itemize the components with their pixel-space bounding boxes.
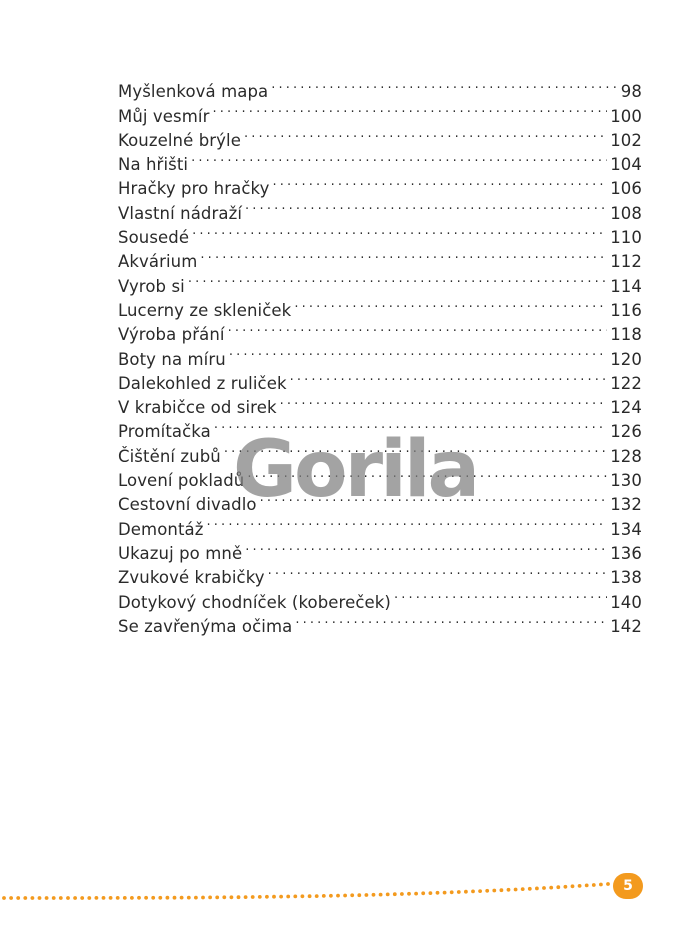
footer-dot [180, 896, 184, 900]
footer-dot [308, 894, 312, 898]
footer-dot [429, 891, 433, 895]
footer-dot [286, 895, 290, 899]
footer-dotted-line [0, 870, 620, 904]
footer-dot [194, 896, 198, 900]
footer-dot [421, 891, 425, 895]
toc-entry-page: 138 [610, 568, 642, 588]
footer-dot [293, 895, 297, 899]
toc-entry-title: Dalekohled z ruliček [118, 373, 287, 393]
toc-entry[interactable] [118, 267, 642, 296]
toc-entry-title: Čištění zubů [118, 446, 221, 466]
footer-dot [450, 890, 454, 894]
footer-dot [166, 896, 170, 900]
footer-dot [528, 887, 532, 891]
table-of-contents [118, 73, 642, 636]
footer-dot [414, 892, 418, 896]
toc-entry-page: 120 [610, 349, 642, 369]
footer-dot [59, 896, 63, 900]
footer-dot [521, 887, 525, 891]
footer-dot [130, 896, 134, 900]
toc-entry-page: 136 [610, 543, 642, 563]
dot-leader [212, 97, 607, 121]
dot-leader [192, 219, 607, 243]
toc-entry-title: Lucerny ze skleniček [118, 300, 292, 320]
toc-entry-page: 126 [610, 422, 642, 442]
toc-entry[interactable] [118, 219, 642, 248]
footer-dot [301, 894, 305, 898]
footer-dot [535, 887, 539, 891]
dot-leader [214, 413, 607, 437]
toc-entry-title: V krabičce od sirek [118, 398, 277, 418]
footer-dot [173, 896, 177, 900]
footer-dot [606, 882, 610, 886]
toc-entry-title: Zvukové krabičky [118, 568, 265, 588]
toc-entry-page: 102 [610, 130, 642, 150]
footer-dot [350, 893, 354, 897]
dot-leader [268, 559, 608, 583]
footer-dot [258, 895, 262, 899]
footer-dot [443, 891, 447, 895]
footer-dot [244, 895, 248, 899]
dot-leader [260, 486, 608, 510]
footer-dot [457, 890, 461, 894]
dot-leader [290, 365, 608, 389]
toc-entry-title: Lovení pokladů [118, 471, 245, 491]
toc-entry-page: 98 [620, 82, 642, 102]
toc-entry-title: Hračky pro hračky [118, 179, 270, 199]
toc-entry-page: 106 [610, 179, 642, 199]
toc-entry-title: Vyrob si [118, 276, 185, 296]
footer-dot [123, 896, 127, 900]
toc-entry-page: 104 [610, 155, 642, 175]
footer-dot [372, 893, 376, 897]
footer-dot [478, 889, 482, 893]
toc-entry-page: 128 [610, 446, 642, 466]
dot-leader [207, 510, 608, 534]
footer-dot [187, 896, 191, 900]
dot-leader [294, 292, 607, 316]
footer-dot [315, 894, 319, 898]
toc-entry-page: 118 [610, 325, 642, 345]
footer-dot [222, 895, 226, 899]
toc-entry-title: Se zavřenýma očima [118, 616, 293, 636]
footer-dot [485, 889, 489, 893]
footer-dot [464, 890, 468, 894]
toc-entry-title: Promítačka [118, 422, 211, 442]
footer-dot [80, 896, 84, 900]
footer-dot [336, 894, 340, 898]
footer-dot [116, 896, 120, 900]
footer-dot [151, 896, 155, 900]
footer-dot [436, 891, 440, 895]
toc-entry-title: Vlastní nádraží [118, 203, 243, 223]
footer-dot [237, 895, 241, 899]
footer-dot [144, 896, 148, 900]
footer-dot [556, 885, 560, 889]
toc-entry-page: 108 [610, 203, 642, 223]
footer-dot [379, 893, 383, 897]
footer-dot [9, 896, 13, 900]
toc-entry[interactable] [118, 73, 642, 102]
toc-entry-page: 124 [610, 398, 642, 418]
footer-dot [592, 883, 596, 887]
toc-entry-title: Ukazuj po mně [118, 543, 243, 563]
footer-dot [585, 884, 589, 888]
footer-dot [201, 896, 205, 900]
dot-leader [244, 122, 607, 146]
footer-dot [329, 894, 333, 898]
dot-leader [245, 535, 607, 559]
footer-dot [571, 884, 575, 888]
footer-dot [87, 896, 91, 900]
footer-dot [514, 888, 518, 892]
footer-dot [272, 895, 276, 899]
dot-leader [200, 243, 607, 267]
toc-entry-title: Cestovní divadlo [118, 495, 257, 515]
toc-entry-page: 142 [610, 616, 642, 636]
footer-dot [393, 892, 397, 896]
footer-dot [2, 896, 6, 900]
toc-entry-page: 110 [610, 228, 642, 248]
footer-dot [365, 893, 369, 897]
toc-entry-page: 134 [610, 519, 642, 539]
dot-leader [394, 583, 607, 607]
dot-leader [224, 437, 607, 461]
footer-dot [492, 889, 496, 893]
toc-entry-title: Na hřišti [118, 155, 189, 175]
footer-dot [386, 893, 390, 897]
page-number-badge: 5 [613, 873, 643, 899]
toc-entry-page: 122 [610, 373, 642, 393]
toc-entry-title: Akvárium [118, 252, 198, 272]
footer-dot [158, 896, 162, 900]
footer-dot [73, 896, 77, 900]
footer-dot [208, 896, 212, 900]
footer-dot [357, 893, 361, 897]
dot-leader [188, 267, 607, 291]
footer-dot [279, 895, 283, 899]
footer-dot [549, 886, 553, 890]
toc-entry[interactable] [118, 170, 642, 199]
toc-entry-title: Boty na míru [118, 349, 226, 369]
toc-entry-title: Demontáž [118, 519, 204, 539]
footer-dot [16, 896, 20, 900]
toc-entry-page: 112 [610, 252, 642, 272]
toc-entry-title: Sousedé [118, 228, 190, 248]
toc-entry-page: 100 [610, 106, 642, 126]
footer-dot [564, 885, 568, 889]
toc-entry[interactable] [118, 292, 642, 320]
toc-entry-title: Můj vesmír [118, 106, 210, 126]
footer-dot [265, 895, 269, 899]
toc-entry-title: Výroba přání [118, 325, 225, 345]
footer-dot [542, 886, 546, 890]
dot-leader [228, 316, 608, 340]
toc-entry-page: 140 [610, 592, 642, 612]
dot-leader [247, 462, 607, 486]
footer-dot [38, 896, 42, 900]
toc-entry-title: Kouzelné brýle [118, 130, 241, 150]
footer-dot [500, 888, 504, 892]
footer-dot [578, 884, 582, 888]
footer-dot [102, 896, 106, 900]
watermark: Gorila [233, 425, 478, 515]
footer-dot [471, 890, 475, 894]
footer-dot [400, 892, 404, 896]
dot-leader [271, 73, 618, 97]
footer-dot [407, 892, 411, 896]
footer-dot [66, 896, 70, 900]
dot-leader [191, 146, 607, 170]
dot-leader [295, 608, 607, 632]
toc-entry-page: 114 [610, 276, 642, 296]
footer-dot [109, 896, 113, 900]
footer-dot [343, 894, 347, 898]
toc-entry-title: Dotykový chodníček (kobereček) [118, 592, 391, 612]
dot-leader [272, 170, 607, 194]
footer-dot [137, 896, 141, 900]
footer-dot [322, 894, 326, 898]
toc-entry-title: Myšlenková mapa [118, 82, 269, 102]
footer-dot [215, 896, 219, 900]
footer-dot [230, 895, 234, 899]
toc-entry[interactable] [118, 243, 642, 272]
dot-leader [229, 340, 607, 364]
footer-dot [251, 895, 255, 899]
footer-dot [507, 888, 511, 892]
dot-leader [280, 389, 608, 413]
footer-dot [599, 883, 603, 887]
footer-dot [23, 896, 27, 900]
dot-leader [245, 194, 607, 218]
footer-dot [45, 896, 49, 900]
footer-dot [95, 896, 99, 900]
footer-dot [31, 896, 35, 900]
toc-entry-page: 116 [610, 300, 642, 320]
footer-dot [52, 896, 56, 900]
toc-entry-page: 132 [610, 495, 642, 515]
toc-entry[interactable] [118, 146, 642, 175]
toc-entry-page: 130 [610, 471, 642, 491]
